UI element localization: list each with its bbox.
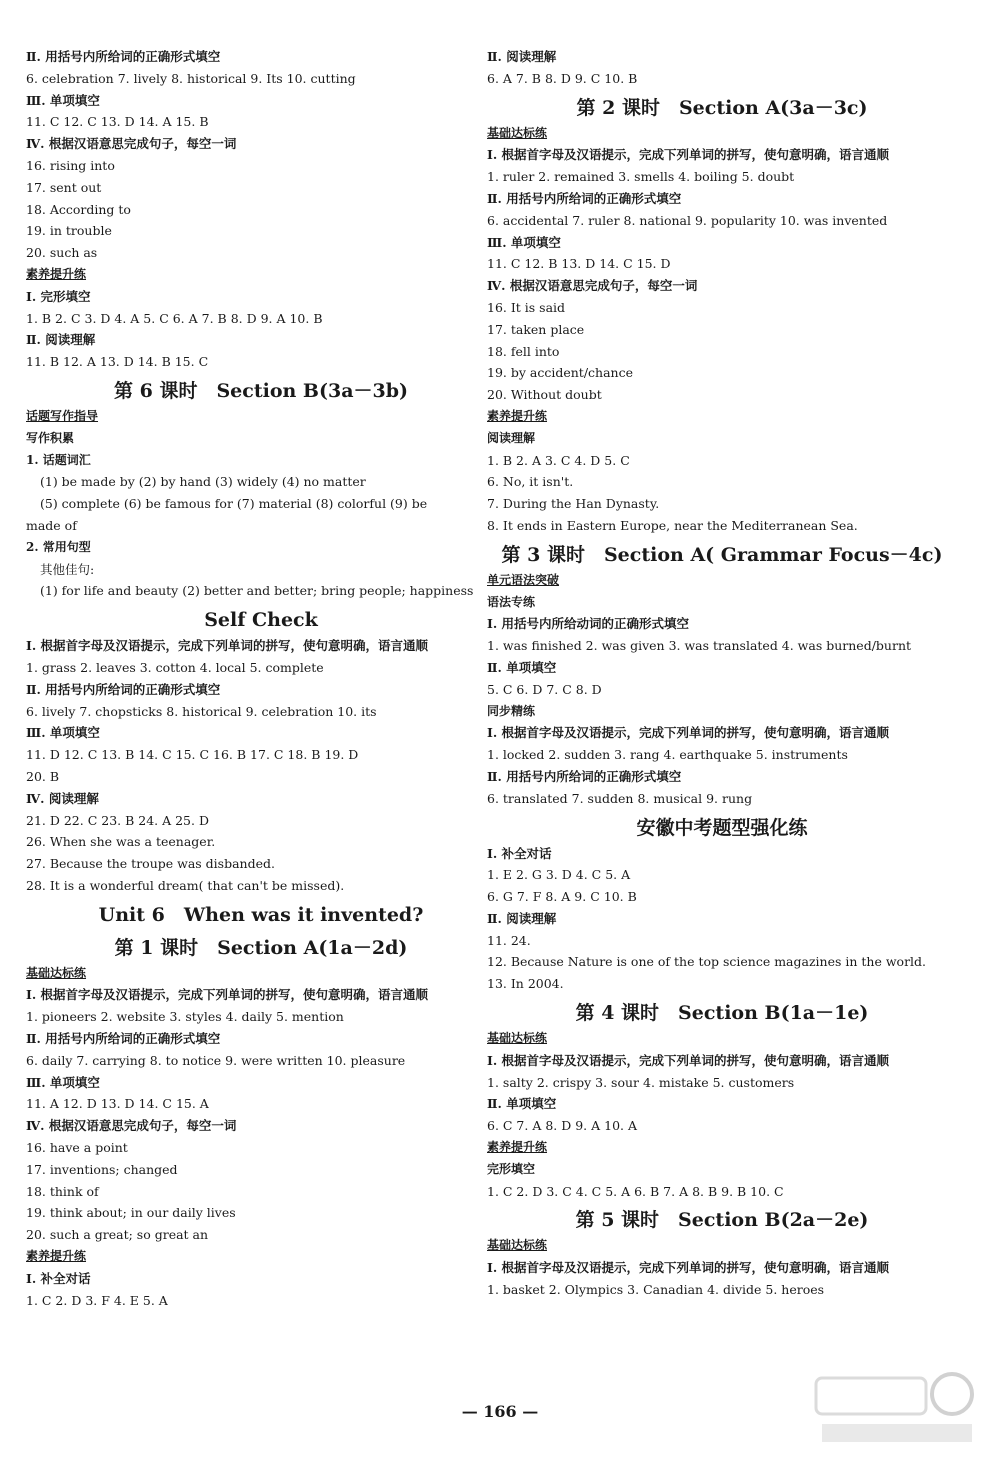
answer-line: 20. Without doubt — [487, 387, 602, 403]
exercise-heading: Ⅳ. 根据汉语意思完成句子，每空一词 — [26, 1118, 237, 1134]
answer-line: 7. During the Han Dynasty. — [487, 496, 660, 512]
exercise-heading: Ⅰ. 根据首字母及汉语提示，完成下列单词的拼写，使句意明确，语言通顺 — [487, 1260, 890, 1276]
subsection-heading: 完形填空 — [487, 1161, 536, 1176]
answer-line: 18. think of — [26, 1183, 99, 1199]
right-column — [487, 46, 957, 1301]
answer-line: 1. B 2. C 3. D 4. A 5. C 6. A 7. B 8. D 9. A 10. B — [26, 310, 323, 326]
exercise-heading: Ⅳ. 阅读理解 — [26, 790, 99, 806]
exercise-heading: Ⅱ. 单项填空 — [487, 659, 557, 675]
answer-line: 13. In 2004. — [487, 976, 564, 992]
section-title: 第 2 课时 Section A(3a－3c) — [576, 96, 868, 119]
answer-line: 6. No, it isn't. — [487, 474, 574, 490]
answer-line: 11. C 12. B 13. D 14. C 15. D — [487, 256, 671, 272]
exercise-heading: Ⅰ. 完形填空 — [26, 288, 91, 304]
answer-line: 5. C 6. D 7. C 8. D — [487, 681, 602, 697]
left-column — [26, 46, 496, 1311]
answer-line: 1. ruler 2. remained 3. smells 4. boiling 5. doubt — [487, 169, 795, 185]
exercise-heading: Ⅱ. 用括号内所给词的正确形式填空 — [26, 681, 221, 697]
answer-line: 1. E 2. G 3. D 4. C 5. A — [487, 867, 631, 883]
answer-line: 6. accidental 7. ruler 8. national 9. popularity 10. was invented — [487, 212, 888, 228]
answer-line: 6. A 7. B 8. D 9. C 10. B — [487, 70, 638, 86]
exercise-heading: Ⅲ. 单项填空 — [26, 1074, 100, 1090]
answer-line: 11. A 12. D 13. D 14. C 15. A — [26, 1096, 209, 1112]
exercise-heading: Ⅰ. 根据首字母及汉语提示，完成下列单词的拼写，使句意明确，语言通顺 — [487, 725, 890, 741]
exercise-heading: Ⅱ. 单项填空 — [487, 1096, 557, 1112]
answer-line: 6. celebration 7. lively 8. historical 9. Its 10. cutting — [26, 70, 356, 86]
exercise-heading: Ⅱ. 阅读理解 — [487, 910, 557, 926]
subsection-heading: 同步精练 — [487, 703, 536, 718]
exercise-heading: Ⅱ. 用括号内所给词的正确形式填空 — [487, 768, 682, 784]
answer-line: 18. fell into — [487, 343, 560, 359]
answer-line: made of — [26, 517, 77, 533]
answer-line: 21. D 22. C 23. B 24. A 25. D — [26, 812, 209, 828]
answer-line: 11. B 12. A 13. D 14. B 15. C — [26, 354, 209, 370]
answer-line: 27. Because the troupe was disbanded. — [26, 856, 275, 872]
answer-line: 11. 24. — [487, 932, 531, 948]
section-subheading: 素养提升练 — [487, 1140, 548, 1155]
answer-line: 1. basket 2. Olympics 3. Canadian 4. divide 5. heroes — [487, 1282, 825, 1298]
exercise-heading: Ⅱ. 用括号内所给词的正确形式填空 — [26, 1031, 221, 1047]
section-subheading: 基础达标练 — [487, 125, 548, 140]
section-title: Self Check — [204, 609, 318, 632]
answer-line: 1. grass 2. leaves 3. cotton 4. local 5. complete — [26, 659, 324, 675]
section-title: Unit 6 When was it invented? — [98, 903, 424, 926]
section-subheading: 基础达标练 — [26, 965, 87, 980]
exercise-heading: Ⅲ. 单项填空 — [26, 725, 100, 741]
subsection-heading: 阅读理解 — [487, 430, 536, 445]
section-subheading: 基础达标练 — [487, 1031, 548, 1046]
answer-line: 其他佳句: — [40, 561, 95, 577]
subsection-heading: 2. 常用句型 — [26, 539, 91, 554]
section-title: 安徽中考题型强化练 — [636, 816, 808, 839]
answer-line: 20. such a great; so great an — [26, 1227, 209, 1243]
exercise-heading: Ⅰ. 根据首字母及汉语提示，完成下列单词的拼写，使句意明确，语言通顺 — [487, 147, 890, 163]
exercise-heading: Ⅲ. 单项填空 — [487, 234, 561, 250]
exercise-heading: Ⅰ. 根据首字母及汉语提示，完成下列单词的拼写，使句意明确，语言通顺 — [487, 1052, 890, 1068]
exercise-heading: Ⅰ. 补全对话 — [26, 1270, 91, 1286]
answer-line: 19. by accident/chance — [487, 365, 633, 381]
answer-line: 6. daily 7. carrying 8. to notice 9. were written 10. pleasure — [26, 1052, 406, 1068]
section-title: 第 5 课时 Section B(2a－2e) — [575, 1209, 869, 1232]
answer-line: 17. taken place — [487, 321, 585, 337]
section-subheading: 素养提升练 — [487, 408, 548, 423]
section-subheading: 话题写作指导 — [26, 408, 99, 423]
answer-line: 1. C 2. D 3. F 4. E 5. A — [26, 1292, 168, 1308]
section-subheading: 单元语法突破 — [487, 572, 560, 587]
answer-line: 11. D 12. C 13. B 14. C 15. C 16. B 17. C 18. B 19. D — [26, 747, 359, 763]
exercise-heading: Ⅳ. 根据汉语意思完成句子，每空一词 — [487, 278, 698, 294]
answer-line: (1) for life and beauty (2) better and better; bring people; happiness — [40, 583, 474, 599]
answer-line: 11. C 12. C 13. D 14. A 15. B — [26, 114, 209, 130]
answer-line: 28. It is a wonderful dream( that can't be missed). — [26, 877, 345, 893]
exercise-heading: Ⅱ. 阅读理解 — [487, 49, 557, 64]
answer-line: (5) complete (6) be famous for (7) material (8) colorful (9) be — [40, 496, 428, 512]
answer-line: 1. locked 2. sudden 3. rang 4. earthquake 5. instruments — [487, 747, 848, 763]
answer-line: 17. inventions; changed — [26, 1161, 178, 1177]
answer-line: 18. According to — [26, 201, 131, 217]
answer-line: 12. Because Nature is one of the top science magazines in the world. — [487, 954, 927, 970]
answer-line: 17. sent out — [26, 179, 102, 195]
answer-line: 1. salty 2. crispy 3. sour 4. mistake 5. customers — [487, 1074, 795, 1090]
answer-line: 1. C 2. D 3. C 4. C 5. A 6. B 7. A 8. B 9. B 10. C — [487, 1183, 784, 1199]
answer-line: 19. in trouble — [26, 223, 112, 239]
answer-line: 1. pioneers 2. website 3. styles 4. daily 5. mention — [26, 1009, 344, 1025]
section-subheading: 基础达标练 — [487, 1238, 548, 1253]
section-title: 第 4 课时 Section B(1a－1e) — [575, 1002, 869, 1025]
exercise-heading: Ⅱ. 用括号内所给词的正确形式填空 — [26, 49, 221, 64]
answer-line: 6. G 7. F 8. A 9. C 10. B — [487, 889, 637, 905]
exercise-heading: Ⅲ. 单项填空 — [26, 92, 100, 108]
answer-line: 1. was finished 2. was given 3. was translated 4. was burned/burnt — [487, 638, 912, 654]
section-subheading: 素养提升练 — [26, 1249, 87, 1264]
answer-line: 19. think about; in our daily lives — [26, 1205, 236, 1221]
watermark-logo — [812, 1368, 982, 1450]
answer-line: 8. It ends in Eastern Europe, near the Mediterranean Sea. — [487, 517, 858, 533]
answer-line: 26. When she was a teenager. — [26, 834, 216, 850]
exercise-heading: Ⅳ. 根据汉语意思完成句子，每空一词 — [26, 136, 237, 152]
exercise-heading: Ⅰ. 根据首字母及汉语提示，完成下列单词的拼写，使句意明确，语言通顺 — [26, 987, 429, 1003]
exercise-heading: Ⅰ. 用括号内所给动词的正确形式填空 — [487, 616, 690, 632]
answer-line: 6. translated 7. sudden 8. musical 9. rung — [487, 790, 753, 806]
subsection-heading: 1. 话题词汇 — [26, 452, 91, 467]
exercise-heading: Ⅱ. 用括号内所给词的正确形式填空 — [487, 190, 682, 206]
subsection-heading: 语法专练 — [487, 594, 536, 609]
answer-line: 20. B — [26, 768, 60, 784]
section-title: 第 1 课时 Section A(1a－2d) — [114, 936, 408, 959]
section-subheading: 素养提升练 — [26, 266, 87, 281]
section-title: 第 3 课时 Section A( Grammar Focus－4c) — [501, 543, 943, 566]
page-number: — 166 — — [461, 1402, 539, 1421]
answer-line: 16. have a point — [26, 1140, 128, 1156]
exercise-heading: Ⅰ. 补全对话 — [487, 845, 552, 861]
exercise-heading: Ⅰ. 根据首字母及汉语提示，完成下列单词的拼写，使句意明确，语言通顺 — [26, 638, 429, 654]
answer-line: 20. such as — [26, 245, 98, 261]
answer-line: (1) be made by (2) by hand (3) widely (4) no matter — [40, 474, 366, 490]
answer-line: 6. lively 7. chopsticks 8. historical 9. celebration 10. its — [26, 703, 377, 719]
subsection-heading: 写作积累 — [26, 430, 75, 445]
answer-line: 1. B 2. A 3. C 4. D 5. C — [487, 452, 630, 468]
answer-line: 16. rising into — [26, 157, 115, 173]
exercise-heading: Ⅱ. 阅读理解 — [26, 332, 96, 348]
section-title: 第 6 课时 Section B(3a－3b) — [114, 379, 408, 402]
answer-line: 6. C 7. A 8. D 9. A 10. A — [487, 1118, 638, 1134]
answer-line: 16. It is said — [487, 299, 566, 315]
